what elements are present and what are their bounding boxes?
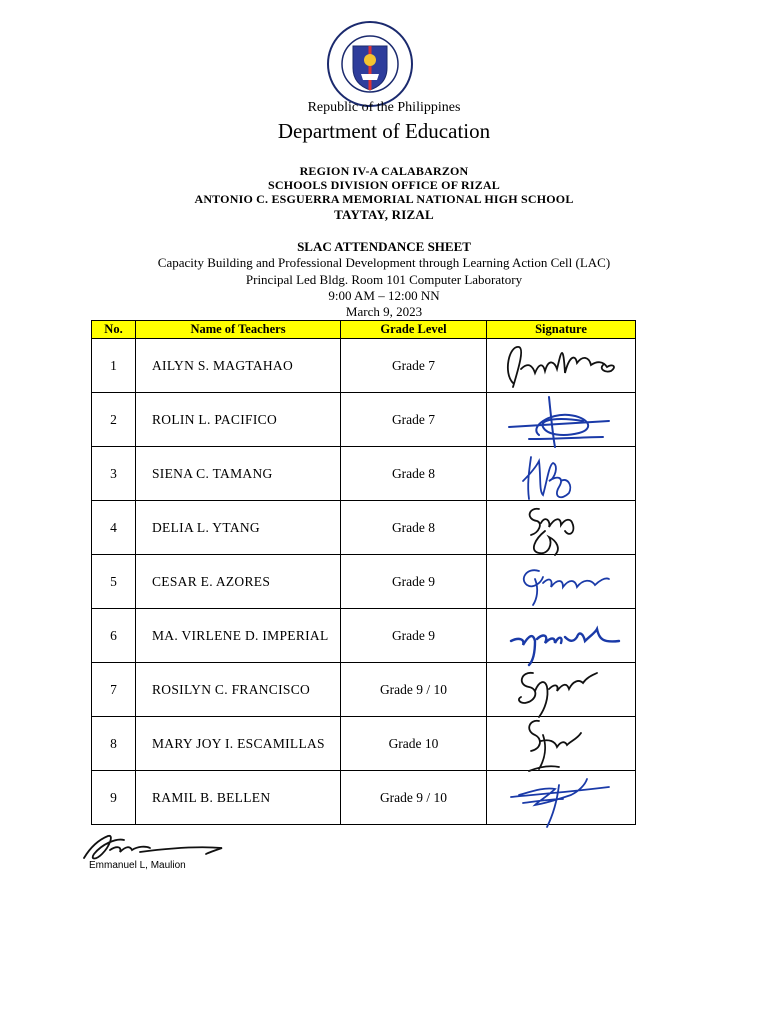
row-no: 6	[92, 609, 136, 663]
table-row	[92, 609, 636, 663]
row-no: 5	[92, 555, 136, 609]
division-line: SCHOOLS DIVISION OFFICE OF RIZAL	[268, 178, 500, 192]
header-grade: Grade Level	[341, 321, 487, 339]
row-signature	[487, 501, 636, 555]
row-signature	[487, 717, 636, 771]
venue-line: Principal Led Bldg. Room 101 Computer Laboratory	[245, 272, 523, 287]
header-no: No.	[92, 321, 136, 339]
table-row	[92, 771, 636, 825]
row-grade: Grade 9	[341, 555, 487, 609]
row-grade: Grade 7	[341, 393, 487, 447]
row-name: ROLIN L. PACIFICO	[136, 393, 341, 447]
row-signature	[487, 555, 636, 609]
location-line: TAYTAY, RIZAL	[334, 207, 434, 222]
row-signature	[487, 609, 636, 663]
republic-line: Republic of the Philippines	[307, 100, 461, 115]
header-signature: Signature	[487, 321, 636, 339]
row-no: 8	[92, 717, 136, 771]
deped-seal-icon	[325, 20, 415, 108]
sheet-title: SLAC ATTENDANCE SHEET	[297, 239, 471, 254]
row-signature	[487, 393, 636, 447]
row-no: 1	[92, 339, 136, 393]
row-name: CESAR E. AZORES	[136, 555, 341, 609]
table-row	[92, 717, 636, 771]
row-no: 4	[92, 501, 136, 555]
row-name: MARY JOY I. ESCAMILLAS	[136, 717, 341, 771]
header-name: Name of Teachers	[136, 321, 341, 339]
row-no: 9	[92, 771, 136, 825]
table-row	[92, 555, 636, 609]
department-title: Department of Education	[277, 119, 491, 143]
school-line: ANTONIO C. ESGUERRA MEMORIAL NATIONAL HIGH SCHOOL	[194, 192, 574, 206]
row-name: RAMIL B. BELLEN	[136, 771, 341, 825]
row-grade: Grade 7	[341, 339, 487, 393]
row-grade: Grade 9	[341, 609, 487, 663]
table-row	[92, 501, 636, 555]
attendance-table	[91, 320, 636, 825]
table-row	[92, 393, 636, 447]
row-grade: Grade 8	[341, 501, 487, 555]
row-name: AILYN S. MAGTAHAO	[136, 339, 341, 393]
table-row	[92, 663, 636, 717]
row-grade: Grade 8	[341, 447, 487, 501]
table-row	[92, 447, 636, 501]
region-line: REGION IV-A CALABARZON	[299, 164, 469, 178]
signature-icon	[499, 765, 627, 831]
row-no: 7	[92, 663, 136, 717]
row-signature	[487, 771, 636, 825]
row-name: SIENA C. TAMANG	[136, 447, 341, 501]
row-no: 3	[92, 447, 136, 501]
row-grade: Grade 9 / 10	[341, 663, 487, 717]
row-name: DELIA L. YTANG	[136, 501, 341, 555]
time-line: 9:00 AM – 12:00 NN	[328, 288, 440, 303]
activity-line: Capacity Building and Professional Development through Learning Action Cell (LAC)	[157, 255, 611, 270]
row-signature	[487, 663, 636, 717]
row-signature	[487, 339, 636, 393]
row-name: MA. VIRLENE D. IMPERIAL	[136, 609, 341, 663]
row-signature	[487, 447, 636, 501]
date-line: March 9, 2023	[345, 304, 423, 319]
footer-signatory-name: Emmanuel L, Maulion	[89, 860, 186, 871]
row-name: ROSILYN C. FRANCISCO	[136, 663, 341, 717]
row-grade: Grade 9 / 10	[341, 771, 487, 825]
table-row	[92, 339, 636, 393]
row-grade: Grade 10	[341, 717, 487, 771]
row-no: 2	[92, 393, 136, 447]
